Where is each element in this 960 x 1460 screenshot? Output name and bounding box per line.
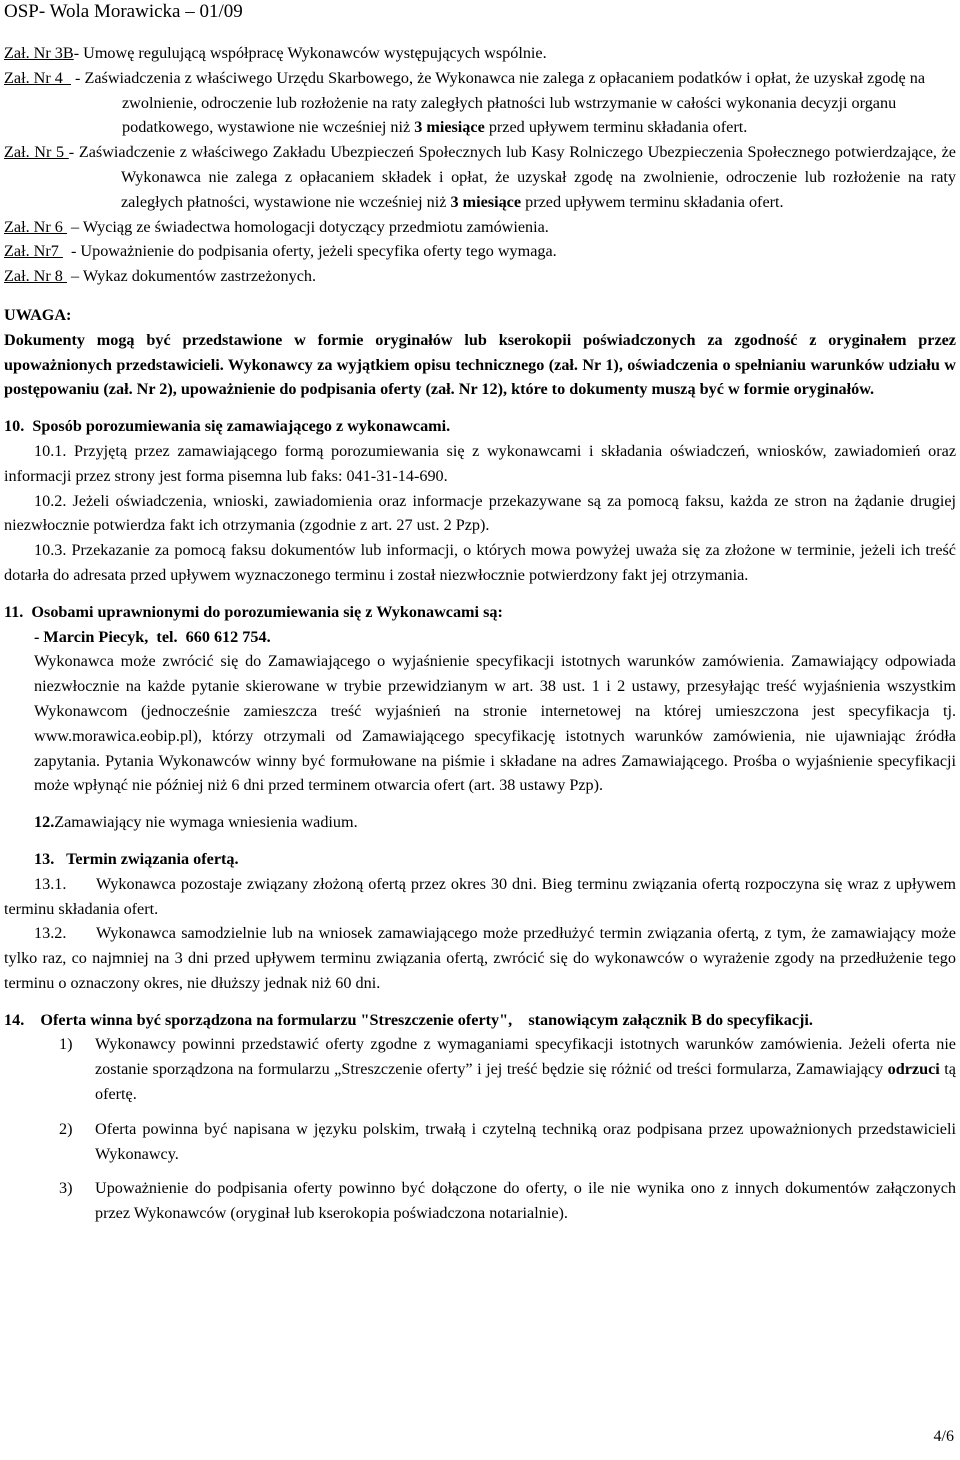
attachment-text: – Wykaz dokumentów zastrzeżonych. bbox=[66, 267, 317, 286]
attachment-ref: Zał. Nr 5 bbox=[4, 143, 69, 162]
section-13-1 bbox=[4, 872, 956, 922]
uwaga-text: Dokumenty mogą być przedstawione w formie oryginałów lub kserokopii poświadczonych za zgodność z oryginałem przez upoważnionych przedstawicieli. Wykonawcy za wyjątkiem opisu technicznego (zał. Nr 1), oświadczenia o spełnianiu warunków udziału w postępowaniu (zał. Nr 2), upoważnienie do podpisania oferty (zał. Nr 12), które to dokumenty muszą być w formie oryginałów. bbox=[4, 330, 956, 399]
attachment-text: - Umowę regulującą współpracę Wykonawców występujących wspólnie. bbox=[73, 44, 547, 62]
section-13-title: 13. Termin związania ofertą. bbox=[34, 849, 239, 868]
attachment-text-after: przed upływem terminu składania ofert. bbox=[484, 118, 748, 137]
attachment-4 bbox=[4, 66, 956, 140]
item-text: Jeżeli oświadczenia, wnioski, zawiadomienia oraz informacje przekazywane są za pomocą faksu, każda ze stron na żądanie drugiej niezwłocznie potwierdza fakt ich otrzymania (zgodnie z art. 27 ust. 2 Pzp). bbox=[4, 491, 957, 535]
section-13-2 bbox=[4, 921, 956, 995]
section-14-item-3 bbox=[4, 1176, 956, 1226]
section-12 bbox=[4, 810, 956, 835]
page-header: OSP- Wola Morawicka – 01/09 bbox=[4, 1, 243, 22]
attachment-6 bbox=[4, 215, 956, 240]
attachment-bold: 3 miesiące bbox=[450, 192, 522, 211]
page-number: 4/6 bbox=[933, 1428, 954, 1446]
section-14-item-1 bbox=[4, 1032, 956, 1106]
item-text: Przyjętą przez zamawiającego formą porozumiewania się z wykonawcami i składania oświadczeń, wniosków, zawiadomień oraz informacji przez strony jest forma pisemna lub faks: 041-31-14-690. bbox=[4, 441, 956, 485]
item-number: 10.2. bbox=[34, 491, 67, 510]
attachment-text-after: przed upływem terminu składania ofert. bbox=[521, 192, 784, 211]
attachment-text: - Zaświadczenie z właściwego Zakładu Ubezpieczeń Społecznych lub Kasy Rolniczego Ubezpieczenia Społecznego potwierdzające, że Wykonawca nie zalega z opłacaniem składek i opłat, że uzyskał zgodę na zwolnienie, odroczenie lub rozłożenie na raty zaległych płatności, wystawione nie wcześniej niż bbox=[68, 143, 956, 211]
item-number: 2) bbox=[59, 1119, 73, 1138]
item-number: 13.1. bbox=[34, 874, 67, 893]
item-bold: odrzuci bbox=[887, 1060, 940, 1079]
section-10-title: 10. Sposób porozumiewania się zamawiającego z wykonawcami. bbox=[4, 417, 451, 436]
section-14-title: 14. Oferta winna być sporządzona na formularzu "Streszczenie oferty", stanowiącym załącznik B do specyfikacji. bbox=[4, 1010, 813, 1029]
section-10-3 bbox=[4, 538, 956, 588]
item-text: Przekazanie za pomocą faksu dokumentów lub informacji, o których mowa powyżej uważa się za złożone w terminie, jeżeli ich treść dotarła do adresata przed upływem wyznaczonego terminu i został niezwłocznie potwierdzony fakt jej otrzymania. bbox=[4, 541, 956, 584]
attachment-text: – Wyciąg ze świadectwa homologacji dotyczący przedmiotu zamówienia. bbox=[66, 217, 549, 236]
section-14-item-2 bbox=[4, 1117, 956, 1167]
attachment-8 bbox=[4, 264, 956, 289]
item-text: Wykonawca samodzielnie lub na wniosek zamawiającego może przedłużyć termin związania ofertą, z tym, że zamawiający może tylko raz, co najmniej na 3 dni przed upływem terminu związania ofertą, zwrócić się do wykonawców o wyrażenie zgody na przedłużenie tego terminu o oznaczony okres, nie dłuższy jednak niż 60 dni. bbox=[4, 924, 956, 992]
attachment-text: - Upoważnienie do podpisania oferty, jeżeli specyfika oferty tego wymaga. bbox=[62, 242, 557, 261]
attachment-ref: Zał. Nr 4 bbox=[4, 68, 71, 87]
attachment-7 bbox=[4, 239, 956, 264]
item-number: 13.2. bbox=[34, 924, 67, 943]
attachment-ref: Zał. Nr 3B bbox=[4, 44, 74, 62]
item-number: 10.1. bbox=[34, 441, 67, 460]
section-11-title: 11. Osobami uprawnionymi do porozumiewania się z Wykonawcami są: bbox=[4, 602, 503, 621]
attachment-ref: Zał. Nr7 bbox=[4, 242, 63, 261]
item-text: Oferta powinna być napisana w języku polskim, trwałą i czytelną techniką oraz podpisana przez upoważnionych przedstawicieli Wykonawcy. bbox=[95, 1119, 956, 1163]
section-11-contact: - Marcin Piecyk, tel. 660 612 754. bbox=[34, 627, 271, 646]
attachment-bold: 3 miesiące bbox=[414, 118, 485, 137]
document-body bbox=[4, 41, 956, 1226]
item-text: Upoważnienie do podpisania oferty powinno być dołączone do oferty, o ile nie wynika ono z innych dokumentów załączonych przez Wykonawców (oryginał lub kserokopia poświadczona notarialnie). bbox=[95, 1179, 956, 1223]
attachment-5 bbox=[4, 140, 956, 214]
item-text: Wykonawca pozostaje związany złożoną ofertą przez okres 30 dni. Bieg terminu związania ofertą rozpoczyna się wraz z upływem terminu składania ofert. bbox=[4, 874, 956, 918]
section-10-1 bbox=[4, 439, 956, 489]
item-number: 1) bbox=[59, 1035, 73, 1054]
item-text: Wykonawcy powinni przedstawić oferty zgodne z wymaganiami specyfikacji istotnych warunków zamówienia. Jeżeli oferta nie zostanie sporządzona na formularzu „Streszczenie oferty” i jej treść będzie się różnić od treści formularza, Zamawiający bbox=[95, 1035, 956, 1079]
item-number: 3) bbox=[59, 1179, 73, 1198]
section-10-2 bbox=[4, 489, 956, 539]
item-number: 10.3. bbox=[34, 541, 67, 560]
attachment-text: - Zaświadczenia z właściwego Urzędu Skarbowego, że Wykonawca nie zalega z opłacaniem podatków i opłat, że uzyskał zgodę na zwolnienie, odroczenie lub rozłożenie na raty zaległych płatności lub wstrzymanie w całości wykonania decyzji organu podatkowego, wystawione nie wcześniej niż bbox=[70, 68, 926, 137]
item-text: Zamawiający nie wymaga wniesienia wadium. bbox=[54, 813, 358, 832]
item-number: 12. bbox=[34, 813, 55, 832]
attachment-ref: Zał. Nr 8 bbox=[4, 267, 67, 286]
attachment-3b bbox=[4, 41, 956, 66]
attachment-ref: Zał. Nr 6 bbox=[4, 217, 67, 236]
item-text-after: tą ofertę. bbox=[95, 1060, 956, 1104]
uwaga-label: UWAGA: bbox=[4, 305, 72, 324]
section-11-text: Wykonawca może zwrócić się do Zamawiającego o wyjaśnienie specyfikacji istotnych warunków zamówienia. Zamawiający odpowiada niezwłocznie na każde pytanie skierowane w trybie przewidzianym w art. 38 ust. 1 i 2 ustawy, przesyłając treść wyjaśnienia wszystkim Wykonawcom (jednocześnie zamieszcza treść wyjaśnień na stronie internetowej na której umieszczona jest specyfikacja tj. www.morawica.eobip.pl), którzy otrzymali od Zamawiającego specyfikację istotnych warunków zamówienia, nie ujawniając źródła zapytania. Pytania Wykonawców winny być formułowane na piśmie i składane na adres Zamawiającego. Prośba o wyjaśnienie specyfikacji może wpłynąć nie później niż 6 dni przed terminem otwarcia ofert (art. 38 ustawy Pzp). bbox=[34, 652, 956, 795]
